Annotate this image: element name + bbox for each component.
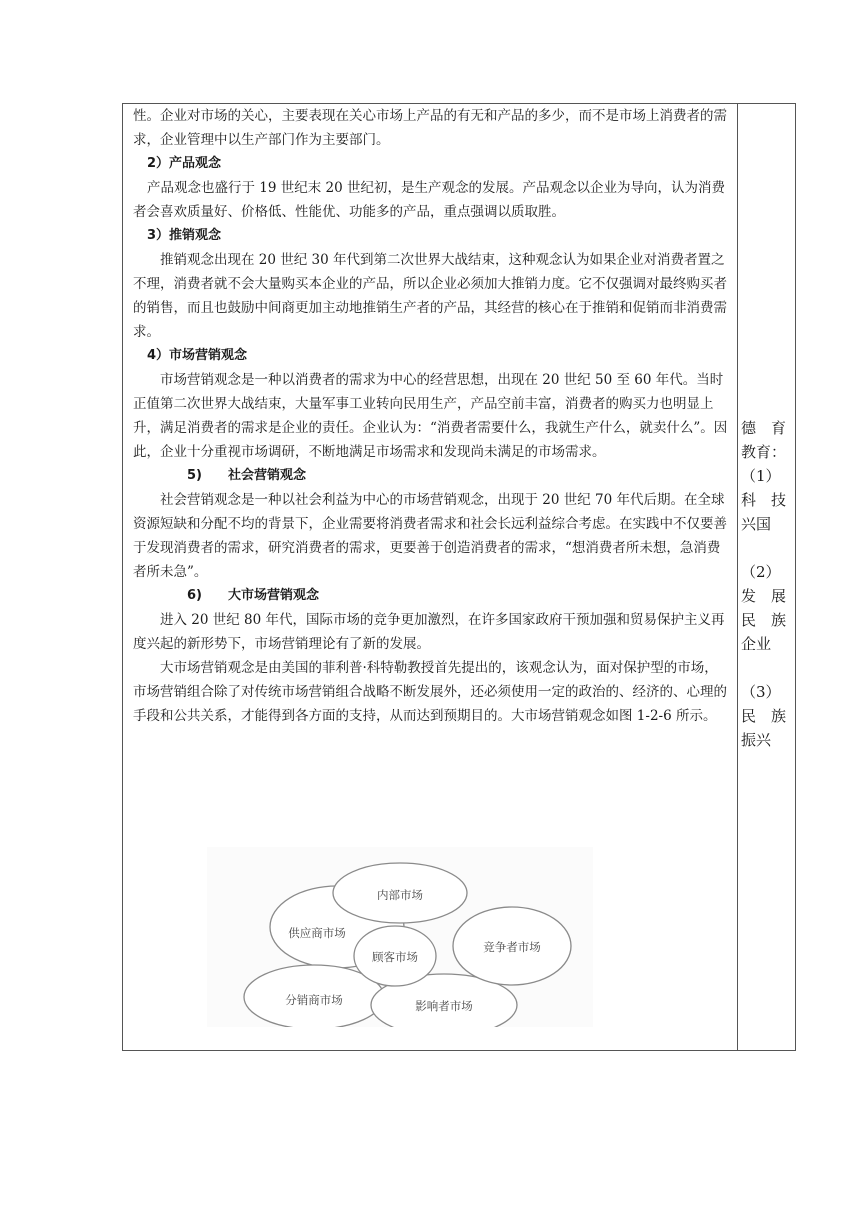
heading-societal-concept: 5) 社会营销观念 — [187, 468, 306, 483]
content-table — [122, 103, 796, 1051]
paragraph-production-cont: 性。企业对市场的关心，主要表现在关心市场上产品的有无和产品的多少，而不是市场上消费者的需求，企业管理中以生产部门作为主要部门。 — [133, 108, 727, 148]
side-line: 科 技 — [741, 491, 787, 509]
paragraph-societal-concept: 社会营销观念是一种以社会利益为中心的市场营销观念，出现于 20 世纪 70 年代后期。在全球资源短缺和分配不均的背景下，企业需要将消费者需求和社会长远利益综合考虑。在实践中不仅要善于发现消费者的需求，研究消费者的需求，更要善于创造消费者的需求，“想消费者所未想，急消费者所未急”。 — [133, 492, 727, 580]
side-line: 教育： — [741, 443, 787, 461]
paragraph-product-concept: 产品观念也盛行于 19 世纪末 20 世纪初，是生产观念的发展。产品观念以企业为导向，认为消费者会喜欢质量好、价格低、性能优、功能多的产品，重点强调以质取胜。 — [133, 180, 726, 220]
side-line: 民 族 — [741, 611, 787, 629]
side-line — [741, 536, 791, 560]
column-divider — [737, 104, 738, 1050]
label-competitor-market: 竞争者市场 — [483, 940, 541, 954]
heading-product-concept: 2）产品观念 — [147, 156, 222, 171]
diagram-svg — [207, 847, 593, 1027]
label-distributor-market: 分销商市场 — [285, 993, 343, 1007]
main-column — [133, 104, 731, 728]
side-line: 发 展 — [741, 587, 787, 605]
heading-selling-concept: 3）推销观念 — [147, 228, 222, 243]
paragraph-mega-marketing-2: 大市场营销观念是由美国的菲利普·科特勒教授首先提出的，该观念认为，面对保护型的市场，市场营销组合除了对传统市场营销组合战略不断发展外，还必须使用一定的政治的、经济的、心理的手段和公共关系，才能得到各方面的支持，从而达到预期目的。大市场营销观念如图 1-2-6 所示。 — [133, 660, 727, 724]
mega-marketing-diagram — [207, 847, 593, 1027]
label-supplier-market: 供应商市场 — [288, 926, 346, 940]
side-line: 企业 — [741, 635, 772, 653]
moral-education-column — [741, 416, 791, 752]
label-influencer-market: 影响者市场 — [415, 999, 473, 1013]
side-line: 兴国 — [741, 515, 772, 533]
heading-mega-marketing: 6) 大市场营销观念 — [187, 588, 319, 603]
side-line: 振兴 — [741, 731, 772, 749]
side-line: （3） — [741, 683, 781, 701]
side-line: 德 育 — [741, 419, 787, 437]
side-line: （1） — [741, 467, 781, 485]
label-inner-market: 内部市场 — [377, 888, 423, 902]
side-line — [741, 656, 791, 680]
label-customer-market: 顾客市场 — [372, 950, 418, 964]
heading-marketing-concept: 4）市场营销观念 — [147, 348, 248, 363]
paragraph-selling-concept: 推销观念出现在 20 世纪 30 年代到第二次世界大战结束，这种观念认为如果企业对消费者置之不理，消费者就不会大量购买本企业的产品，所以企业必须加大推销力度。它不仅强调对最终购买者的销售，而且也鼓励中间商更加主动地推销生产者的产品，其经营的核心在于推销和促销而非消费需求。 — [133, 252, 727, 340]
paragraph-mega-marketing-1: 进入 20 世纪 80 年代，国际市场的竞争更加激烈，在许多国家政府干预加强和贸易保护主义再度兴起的新形势下，市场营销理论有了新的发展。 — [133, 612, 725, 652]
side-line: （2） — [741, 563, 781, 581]
side-line: 民 族 — [741, 707, 787, 725]
paragraph-marketing-concept: 市场营销观念是一种以消费者的需求为中心的经营思想，出现在 20 世纪 50 至 60 年代。当时正值第二次世界大战结束，大量军事工业转向民用生产，产品空前丰富，消费者的购买力也明显上升，满足消费者的需求是企业的责任。企业认为：“消费者需要什么，我就生产什么，就卖什么”。因此，企业十分重视市场调研，不断地满足市场需求和发现尚未满足的市场需求。 — [133, 372, 728, 460]
